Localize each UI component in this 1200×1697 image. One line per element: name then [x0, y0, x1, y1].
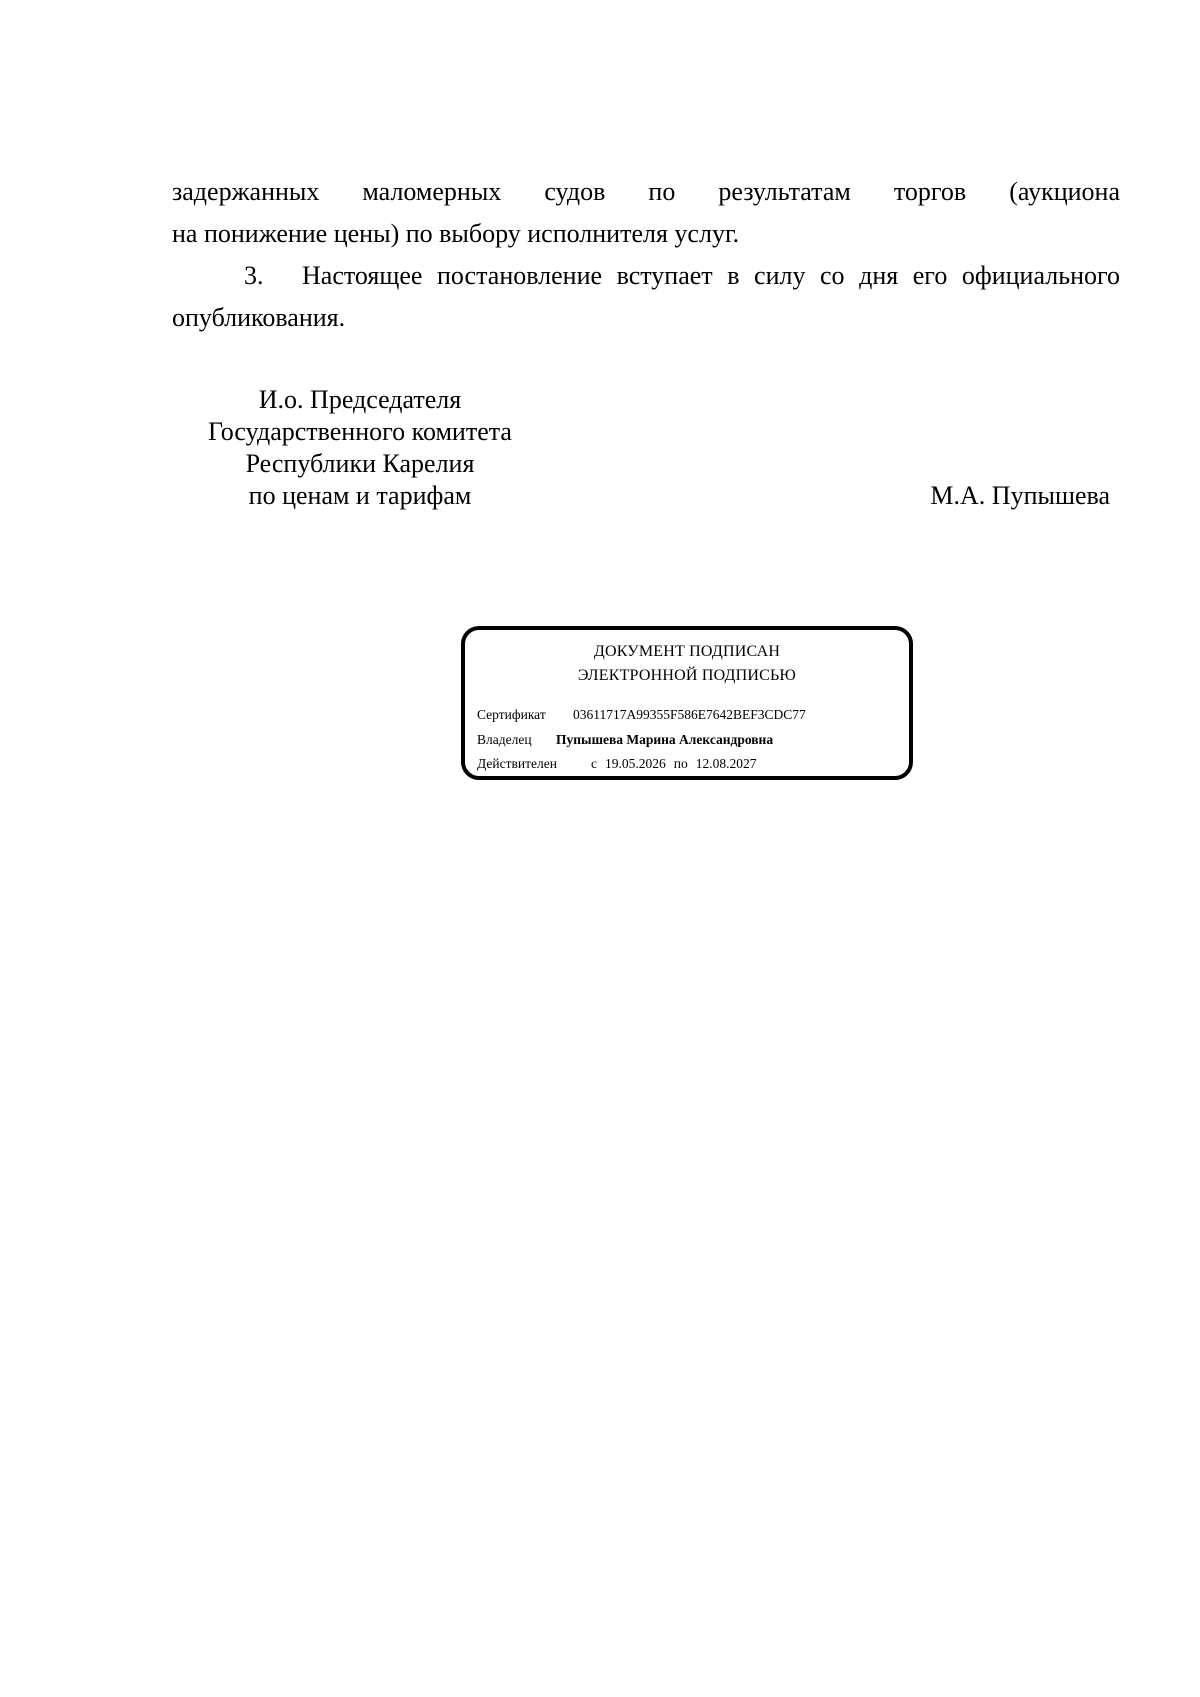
stamp-owner-row — [477, 731, 773, 749]
paragraph-line: опубликования. — [172, 303, 346, 332]
paragraph-line: Настоящее постановление вступает в силу со дня его официального — [302, 261, 1120, 290]
certificate-value: 03611717A99355F586E7642BEF3CDC77 — [573, 707, 806, 722]
position-line: Республики Карелия — [245, 449, 475, 478]
valid-to-date: 12.08.2027 — [695, 756, 757, 771]
owner-value: Пупышева Марина Александровна — [556, 732, 774, 747]
position-line: по ценам и тарифам — [248, 481, 472, 510]
position-line: И.о. Председателя — [258, 385, 462, 414]
valid-from-prefix: с — [591, 756, 597, 771]
owner-label: Владелец — [477, 732, 532, 747]
stamp-certificate-row — [477, 706, 806, 724]
paragraph-continuation — [172, 171, 1120, 255]
certificate-label: Сертификат — [477, 707, 546, 722]
stamp-title-line: ЭЛЕКТРОННОЙ ПОДПИСЬЮ — [577, 667, 797, 684]
signatory-name: М.А. Пупышева — [930, 481, 1110, 510]
paragraph-3 — [172, 255, 1120, 339]
stamp-title — [465, 640, 909, 688]
paragraph-line: на понижение цены) по выбору исполнителя услуг. — [172, 219, 740, 248]
electronic-signature-stamp — [461, 626, 913, 780]
paragraph-number: 3. — [244, 261, 264, 290]
stamp-validity-row — [477, 755, 756, 773]
paragraph-line: задержанных маломерных судов по результатам торгов (аукциона — [172, 177, 1120, 206]
valid-to-prefix: по — [673, 756, 688, 771]
position-line: Государственного комитета — [208, 417, 512, 446]
valid-from-date: 19.05.2026 — [605, 756, 666, 771]
validity-label: Действителен — [477, 756, 557, 771]
stamp-title-line: ДОКУМЕНТ ПОДПИСАН — [593, 643, 781, 660]
signatory-position — [180, 384, 540, 512]
